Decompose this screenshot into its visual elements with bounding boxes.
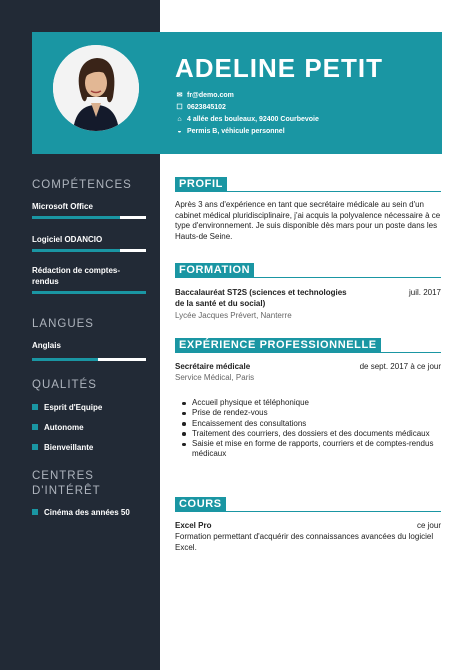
experience-job: Secrétaire médicale — [175, 362, 251, 371]
quality-label: Bienveillante — [44, 443, 94, 452]
interests-title: CENTRES D'INTÉRÊT — [32, 470, 101, 497]
skill-bar — [32, 291, 146, 294]
contact-text: fr@demo.com — [187, 92, 234, 99]
contact-phone — [175, 103, 226, 112]
skill-item — [32, 265, 146, 294]
section-divider — [175, 191, 441, 192]
education-date: juil. 2017 — [408, 288, 441, 297]
phone-icon: ☐ — [176, 104, 183, 111]
list-item: Traitement des courriers, des dossiers et des documents médicaux — [182, 429, 442, 439]
email-icon: ✉ — [176, 92, 183, 99]
skill-bar-fill — [32, 291, 146, 294]
section-divider — [175, 511, 441, 512]
experience-task-list — [182, 398, 442, 460]
skill-bar — [32, 249, 146, 252]
quality-label: Esprit d'Equipe — [44, 403, 103, 412]
course-name: Excel Pro — [175, 521, 212, 530]
skill-name: Logiciel ODANCIO — [32, 235, 103, 244]
square-bullet-icon — [32, 444, 38, 450]
skill-bar-fill — [32, 216, 120, 219]
quality-item — [32, 422, 84, 433]
quality-label: Autonome — [44, 423, 84, 432]
section-divider — [175, 352, 441, 353]
skill-name: Rédaction de comptes-rendus — [32, 266, 121, 286]
quality-item — [32, 442, 93, 453]
contact-license — [175, 127, 285, 136]
language-item — [32, 340, 146, 361]
skill-item — [32, 201, 146, 219]
list-item: Accueil physique et téléphonique — [182, 398, 442, 408]
square-bullet-icon — [32, 424, 38, 430]
skill-item — [32, 234, 146, 252]
square-bullet-icon — [32, 404, 38, 410]
interest-label: Cinéma des années 50 — [44, 508, 130, 517]
candidate-name: ADELINE PETIT — [175, 53, 384, 83]
skill-name: Microsoft Office — [32, 202, 93, 211]
experience-company: Service Médical, Paris — [175, 373, 255, 382]
courses-title: COURS — [175, 497, 226, 512]
car-icon: ◒ — [177, 128, 182, 135]
education-degree: Baccalauréat ST2S (sciences et technologies de la santé et du social) — [175, 288, 347, 308]
portrait-icon — [53, 45, 139, 131]
square-bullet-icon — [32, 509, 38, 515]
interest-item — [32, 507, 130, 518]
skill-bar — [32, 216, 146, 219]
contact-email — [175, 91, 234, 100]
course-text: Formation permettant d'acquérir des connaissances avancées du logiciel Excel. — [175, 532, 434, 552]
language-bar — [32, 358, 146, 361]
contact-text: 4 allée des bouleaux, 92400 Courbevoie — [187, 116, 319, 123]
qualities-title: QUALITÉS — [32, 379, 97, 391]
section-divider — [175, 277, 441, 278]
quality-item — [32, 402, 102, 413]
list-item: Prise de rendez-vous — [182, 408, 442, 418]
education-school: Lycée Jacques Prévert, Nanterre — [175, 311, 292, 320]
list-item: Saisie et mise en forme de rapports, courriers et de comptes-rendus médicaux — [182, 439, 442, 460]
experience-title: EXPÉRIENCE PROFESSIONNELLE — [175, 338, 381, 353]
profile-text: Après 3 ans d'expérience en tant que secrétaire médicale au sein d'un cabinet médical pluridisciplinaire, j'ai acquis la polyvalence nécessaire à ce type d'environnement. Je suis disponible dès mars pour un poste dans les Hauts-de Seine. — [175, 200, 441, 241]
home-icon: ⌂ — [177, 116, 182, 123]
skill-bar-fill — [32, 249, 120, 252]
course-date: ce jour — [416, 521, 441, 530]
skills-title: COMPÉTENCES — [32, 179, 132, 191]
education-title: FORMATION — [175, 263, 254, 278]
languages-title: LANGUES — [32, 318, 94, 330]
contact-text: Permis B, véhicule personnel — [187, 128, 285, 135]
contact-text: 0623845102 — [187, 104, 226, 111]
profile-title: PROFIL — [175, 177, 227, 192]
experience-date: de sept. 2017 à ce jour — [359, 362, 441, 371]
list-item: Encaissement des consultations — [182, 419, 442, 429]
language-bar-fill — [32, 358, 98, 361]
language-name: Anglais — [32, 341, 61, 350]
contact-address — [175, 115, 319, 124]
profile-photo — [53, 45, 139, 131]
